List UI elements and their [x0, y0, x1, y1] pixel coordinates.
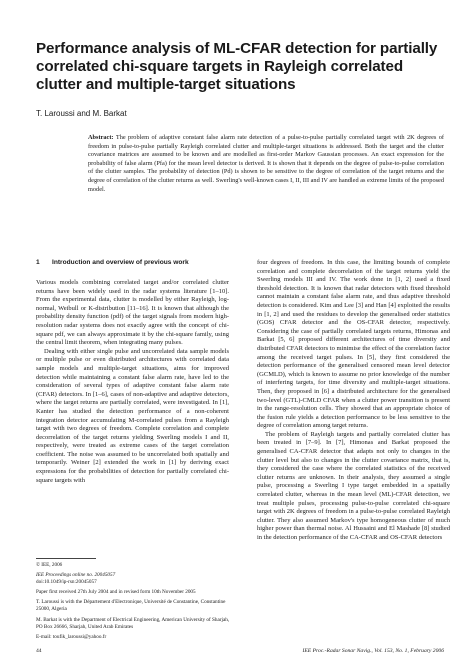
paragraph: Various models combining correlated target and/or correlated clutter returns have been widely used in the radar systems literature [1–10]. From the experimental data, clutter is modelled by either Rayleigh, log-normal, Weibull or K-distribution [11–16]. It is known that although the probability density function (pdf) of the target signals from modern high-resolution radar systems does not exactly agree with the concept of chi-square pdf, we can always approximate it by the chi-square family, using the central limit theorem, when integrating many pulses. — [36, 279, 229, 347]
author-list: T. Laroussi and M. Barkat — [36, 109, 127, 118]
abstract-text: The problem of adaptive constant false alarm rate detection of a pulse-to-pulse partially correlated target with 2K degrees of freedom in pulse-to-pulse partially Rayleigh correlated clutter and multiple-target situations is addressed. Both the target and the clutter covariance matrices are assumed to be known and are modelled as first-order Markov Gaussian processes. An exact expression for the probability of false alarm (Pfa) for the mean level detector is derived. It is shown that it depends on the degree of pulse-to-pulse correlation of the clutter samples. The probability of detection (Pd) is shown to be sensitive to the degree of correlation of the target returns and the degree of correlation of the clutter returns as well. Swerling's well-known cases I, II, III and IV are handled as extreme limits of the proposed model. — [88, 134, 444, 193]
abstract — [88, 134, 444, 194]
paragraph: four degrees of freedom. In this case, the limiting bounds of complete correlation and complete decorrelation of the target returns yield the Swerling models III and IV. The work done in [1, 2] used a fixed threshold detection. It is known that radar detectors with fixed threshold cannot maintain a constant false alarm rate, and thus adaptive threshold detection is considered. Kim and Lee [3] and Han [4] exploited the results in [1, 2] and used the residues to develop the generalised order statistics (GOS) CFAR detector and the OS-CFAR detector, respectively. Considering the case of partially correlated targets returns, Himonas and Barkat [5, 6] proposed different architectures of time diversity and distributed CFAR detectors to minimise the effect of the correlation factor among the received target pulses. In [5], they first considered the detection performance of the generalised censored mean level detector (GCMLD), which is known to assume no prior knowledge of the number of interfering targets, for time diversity and multiple-target situations. Then, they proposed in [6] a distributed architecture for the generalised two-level (GTL)-CMLD CFAR when a clutter power transition is present in the range-resolution cells. They showed that an appropriate choice of the fusion rule yields a detection performance to be less sensitive to the degree of correlation among target returns. — [257, 259, 450, 430]
section-title: Introduction and overview of previous work — [52, 259, 189, 266]
footnote-divider — [36, 558, 96, 559]
received-date: Paper first received 27th July 2004 and in revised form 10th November 2005 — [36, 589, 196, 596]
online-id: IEE Proceedings online no. 20045057 — [36, 572, 116, 579]
affiliation-1: T. Laroussi is with the Département d'Electronique, Université de Constantine, Constantine 25000, Algeria — [36, 599, 226, 613]
journal-citation: IEE Proc.-Radar Sonar Navig., Vol. 153, No. 1, February 2006 — [302, 648, 444, 654]
doi: doi:10.1049/ip-rsn:20045057 — [36, 579, 97, 586]
paragraph: Dealing with either single pulse and uncorrelated data sample models or multiple pulse or even distributed architectures with correlated data sample models and multiple-target situations, aims for improved detection while maintaining a constant false alarm rate, have led to the consideration of several types of adaptive constant false alarm rate (CFAR) detectors. In [1–6], cases of non-adaptive and adaptive detectors, where the target returns are partially correlated, were investigated. In [1], Kanter has studied the detection performance of a non-coherent integration detector accumulating M-correlated pulses from a Rayleigh target with two degrees of freedom. Complete correlation and complete decorrelation of the target returns yielding Swerling models I and II, respectively, were treated as extreme cases of the target correlation coefficient. The noise was assumed to be uncorrelated both spatially and temporarily. Weiner [2] extended the work in [1] by deriving exact expressions for the probabilities of detection for partially correlated chi-square targets with — [36, 347, 229, 484]
page-number: 44 — [36, 648, 42, 654]
copyright-note: © IEE, 2006 — [36, 562, 63, 568]
paper-title: Performance analysis of ML-CFAR detection for partially correlated chi-square targets in Rayleigh correlated clutter and multiple-target situations — [36, 40, 438, 93]
affiliation-2: M. Barkat is with the Department of Electrical Engineering, American University of Sharjah, PO Box 26666, Sharjah, United Arab Emirates — [36, 616, 230, 630]
right-column — [257, 259, 450, 543]
left-column — [36, 279, 229, 485]
abstract-label: Abstract: — [88, 134, 114, 141]
footnotes — [36, 562, 236, 641]
paragraph: The problem of Rayleigh targets and partially correlated clutter has been treated in [7–9]. In [7], Himonas and Barkat proposed the generalised CA-CFAR detector that adapts not only to changes in the clutter level but also to changes in the clutter covariance matrix, that is, they considered the case where the correlated statistics of the received clutter returns are unknown. In their analysis, they assumed a single pulse, processing a Swerling I type target embedded in a spatially correlated clutter, whereas in the mean level (ML)-CFAR detection, we treat multiple pulses, processing pulse-to-pulse correlated chi-square target with 2K degrees of freedom in a pulse-to-pulse correlated Rayleigh clutter. They also assumed Markov's type homogeneous clutter of much higher power than thermal noise. Al Hussaini and El Mashade [8] studied in the detection performance of the CA-CFAR and OS-CFAR detectors — [257, 430, 450, 541]
section-number: 1 — [36, 259, 40, 266]
section-heading — [36, 259, 189, 266]
email: E-mail: toufik_laroussi@yahoo.fr — [36, 633, 107, 640]
